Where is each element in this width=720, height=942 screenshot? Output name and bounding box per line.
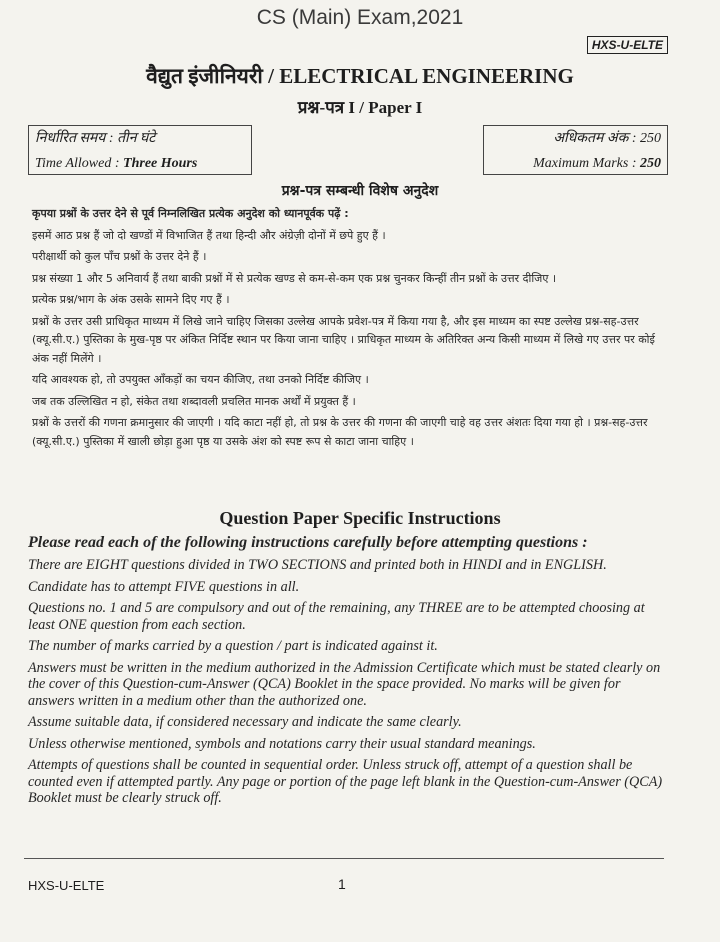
english-instruction-item: The number of marks carried by a question / part is indicated against it. bbox=[28, 638, 438, 654]
english-instruction-item: Unless otherwise mentioned, symbols and notations carry their usual standard meanings. bbox=[28, 735, 536, 752]
english-instructions-list bbox=[28, 534, 664, 812]
time-allowed-hindi: निर्धारित समय : तीन घंटे bbox=[35, 131, 156, 146]
english-instruction-item: There are EIGHT questions divided in TWO SECTIONS and printed both in HINDI and in ENGLISH. bbox=[28, 557, 607, 573]
english-instruction-intro: Please read each of the following instructions carefully before attempting questions : bbox=[28, 534, 588, 551]
subject-title: वैद्युत इंजीनियरी / ELECTRICAL ENGINEERING bbox=[146, 64, 574, 88]
page-number: 1 bbox=[338, 876, 346, 892]
paper-number: प्रश्न-पत्र I / Paper I bbox=[297, 98, 423, 117]
time-allowed-box bbox=[28, 125, 252, 175]
footer-divider bbox=[24, 858, 664, 859]
hindi-instruction-item: प्रत्येक प्रश्न/भाग के अंक उसके सामने दिए गए हैं । bbox=[32, 293, 230, 306]
english-instruction-item: Answers must be written in the medium authorized in the Admission Certificate which must be stated clearly on the cover of this Question-cum-Answer (QCA) Booklet in the space provided. No marks will be given for answers written in a medium other than the authorized one. bbox=[28, 659, 661, 709]
english-instruction-item: Questions no. 1 and 5 are compulsory and out of the remaining, any THREE are to be attempted choosing at least ONE question from each section. bbox=[28, 600, 645, 633]
hindi-instruction-item: प्रश्नों के उत्तरों की गणना क्रमानुसार की जाएगी । यदि काटा नहीं हो, तो प्रश्न के उत्तर की गणना की जाएगी चाहे वह उत्तर अंशतः दिया गया हो । प्रश्न-सह-उत्तर (क्यू.सी.ए.) पुस्तिका में खाली छोड़ा हुआ पृष्ठ या उसके अंश को स्पष्ट रूप से काटा जाना चाहिए । bbox=[32, 416, 648, 448]
english-instruction-item: Attempts of questions shall be counted in sequential order. Unless struck off, attempt of a question shall be counted even if attempted partly. Any page or portion of the page left blank in the Question-cum-Answer (QCA) Booklet must be clearly struck off. bbox=[28, 757, 663, 806]
english-instructions-heading: Question Paper Specific Instructions bbox=[219, 508, 501, 528]
hindi-instructions-list bbox=[32, 205, 672, 454]
hindi-instruction-item: कृपया प्रश्नों के उत्तर देने से पूर्व निम्नलिखित प्रत्येक अनुदेश को ध्यानपूर्वक पढ़ें : bbox=[32, 207, 349, 220]
hindi-instruction-item: यदि आवश्यक हो, तो उपयुक्त आँकड़ों का चयन कीजिए, तथा उनको निर्दिष्ट कीजिए । bbox=[32, 373, 369, 386]
hindi-instruction-item: प्रश्नों के उत्तर उसी प्राधिकृत माध्यम में लिखे जाने चाहिए जिसका उल्लेख आपके प्रवेश-पत्र में किया गया है, और इस माध्यम का स्पष्ट उल्लेख प्रश्न-सह-उत्तर (क्यू.सी.ए.) पुस्तिका के मुख-पृष्ठ पर अंकित निर्दिष्ट स्थान पर किया जाना चाहिए । प्राधिकृत माध्यम के अतिरिक्त अन्य किसी माध्यम में लिखे गए उत्तर पर कोई अंक नहीं मिलेंगे । bbox=[32, 314, 655, 365]
maximum-marks-hindi: अधिकतम अंक : 250 bbox=[553, 131, 661, 146]
hindi-instruction-item: जब तक उल्लिखित न हो, संकेत तथा शब्दावली प्रचलित मानक अर्थों में प्रयुक्त हैं । bbox=[32, 394, 356, 408]
hindi-instructions-heading: प्रश्न-पत्र सम्बन्धी विशेष अनुदेश bbox=[281, 183, 439, 199]
hindi-instruction-item: परीक्षार्थी को कुल पाँच प्रश्नों के उत्तर देने हैं । bbox=[32, 250, 207, 263]
time-allowed-english: Time Allowed : Three Hours bbox=[35, 156, 198, 171]
english-instruction-item: Candidate has to attempt FIVE questions in all. bbox=[28, 578, 300, 595]
maximum-marks-english: Maximum Marks : 250 bbox=[533, 156, 661, 171]
hindi-instruction-item: इसमें आठ प्रश्न हैं जो दो खण्डों में विभाजित हैं तथा हिन्दी और अंग्रेज़ी दोनों में छपे हुए हैं । bbox=[32, 228, 386, 242]
exam-title: CS (Main) Exam,2021 bbox=[256, 6, 464, 29]
paper-code-box: HXS-U-ELTE bbox=[587, 36, 668, 54]
footer-paper-code: HXS-U-ELTE bbox=[28, 878, 105, 893]
maximum-marks-box bbox=[483, 125, 668, 175]
hindi-instruction-item: प्रश्न संख्या 1 और 5 अनिवार्य हैं तथा बाकी प्रश्नों में से प्रत्येक खण्ड से कम-से-कम एक प्रश्न चुनकर किन्हीं तीन प्रश्नों के उत्तर दीजिए । bbox=[32, 271, 557, 285]
english-instruction-item: Assume suitable data, if considered necessary and indicate the same clearly. bbox=[28, 714, 462, 730]
